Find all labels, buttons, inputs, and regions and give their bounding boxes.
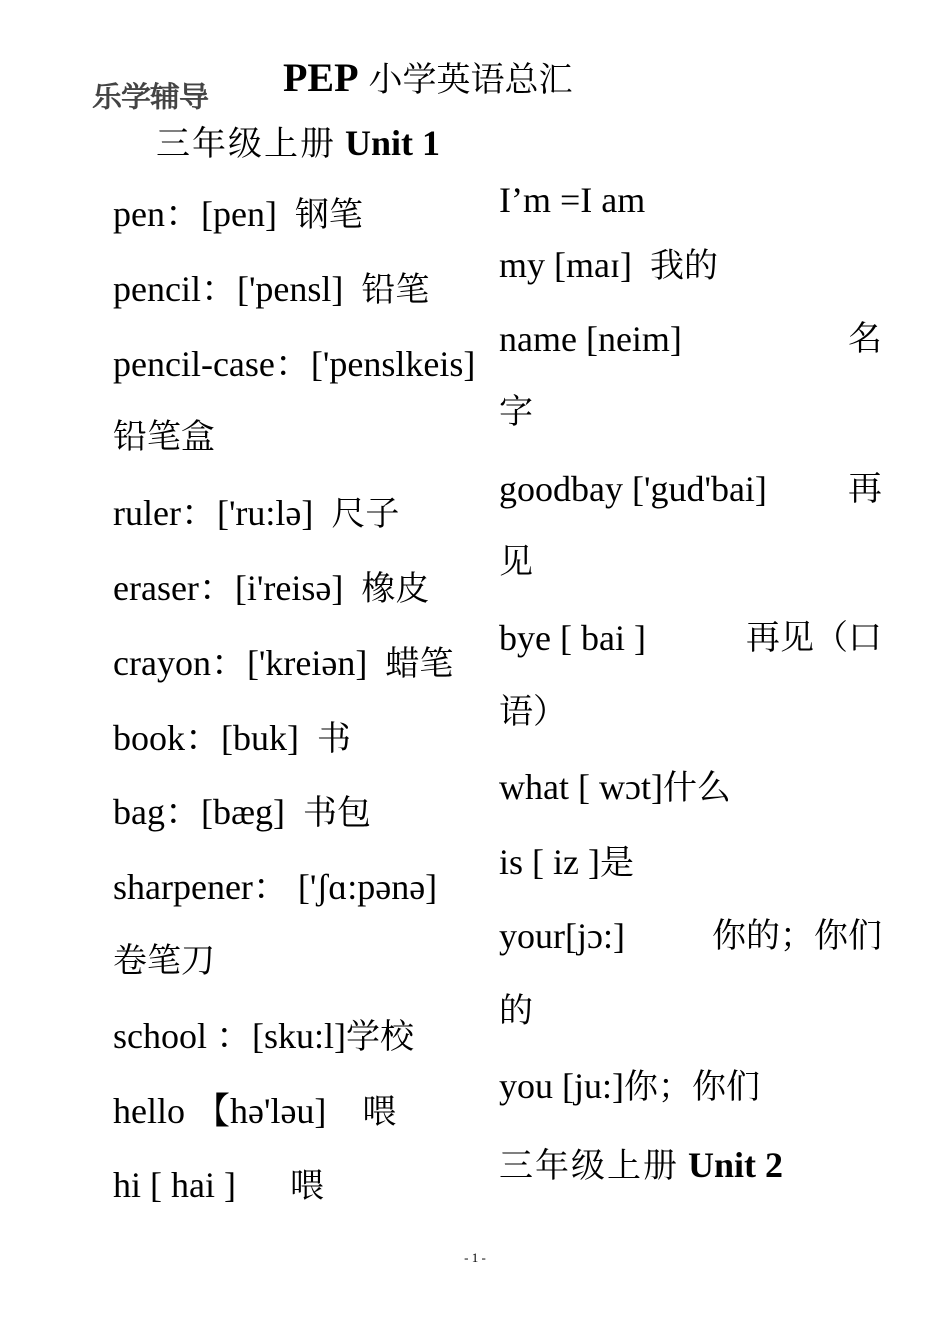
- vocab-line: [499, 389, 533, 434]
- vocab-word: crayon：['kreiən]: [113, 643, 368, 683]
- vocab-word: pen：[pen]: [113, 194, 277, 234]
- page-number: - 1 -: [464, 1250, 486, 1265]
- unit2-heading-zh: 三年级上册: [499, 1146, 679, 1186]
- unit2-heading-en: Unit 2: [688, 1145, 784, 1185]
- vocab-word: pencil：['pensl]: [113, 269, 344, 309]
- vocab-word: sharpener： ['ʃɑ:pənə]: [113, 867, 438, 907]
- vocab-meaning: 的: [499, 991, 533, 1031]
- vocab-meaning: 学校: [345, 1017, 414, 1057]
- unit1-heading-en: Unit 1: [345, 123, 441, 163]
- vocab-line: [113, 865, 437, 910]
- unit2-heading: [499, 1138, 783, 1187]
- vocab-word: I’m =I am: [499, 180, 646, 220]
- vocab-line: [113, 641, 453, 686]
- vocab-word: name [neim]: [499, 319, 682, 359]
- vocab-meaning: 见: [499, 542, 533, 582]
- unit1-heading-zh: 三年级上册: [156, 124, 336, 164]
- watermark-logo: 乐学辅导: [92, 80, 208, 114]
- vocab-line: [113, 1089, 396, 1134]
- vocab-word: you [ju:]: [499, 1066, 624, 1106]
- vocab-word: eraser：[i'reisə]: [113, 568, 344, 608]
- vocab-meaning: 卷笔刀: [113, 941, 215, 981]
- vocab-meaning: 书: [316, 719, 351, 759]
- vocab-word: hi [ hai ]: [113, 1165, 236, 1205]
- vocab-meaning: 字: [499, 392, 533, 432]
- unit1-heading: [156, 116, 440, 165]
- vocab-word: what [ wɔt]: [499, 767, 663, 807]
- vocab-line: [499, 914, 882, 958]
- vocab-line: [499, 243, 718, 288]
- vocab-meaning: 钢笔: [294, 195, 363, 235]
- vocab-word: pencil-case：['penslkeis]: [113, 344, 476, 384]
- vocab-meaning: 语）: [499, 692, 567, 732]
- vocab-line: [113, 938, 215, 983]
- vocab-word: my [maɪ]: [499, 245, 632, 285]
- vocab-line: [499, 467, 882, 511]
- vocab-word: ruler：['ru:lə]: [113, 493, 314, 533]
- vocab-meaning: 喂: [289, 1166, 324, 1206]
- vocab-line: [113, 342, 475, 387]
- vocab-line: [499, 178, 645, 223]
- vocab-word: is [ iz ]: [499, 842, 600, 882]
- vocab-meaning: 书包: [302, 793, 371, 833]
- page-title-zh: 小学英语总汇: [368, 60, 573, 100]
- vocab-word: bye [ bai ]: [499, 618, 646, 658]
- vocab-line: [499, 1064, 760, 1109]
- vocab-meaning: 你；你们: [623, 1067, 760, 1107]
- page-title: [283, 52, 573, 101]
- vocab-word: bag：[bæg]: [113, 792, 285, 832]
- vocab-meaning: 蜡笔: [385, 644, 454, 684]
- vocab-word: school ：[sku:l]: [113, 1016, 346, 1056]
- vocab-line: [113, 566, 429, 611]
- vocab-meaning: 铅笔盒: [113, 417, 215, 457]
- vocab-line: [113, 267, 429, 312]
- vocab-meaning: 什么: [662, 768, 731, 808]
- vocab-word: goodbay ['gud'bai]: [499, 469, 767, 509]
- vocab-meaning: 我的: [649, 246, 718, 286]
- vocab-word: book：[buk]: [113, 718, 299, 758]
- vocab-line: [113, 414, 215, 459]
- vocab-line: [499, 539, 533, 584]
- vocab-word: your[jɔ:]: [499, 916, 625, 956]
- vocab-meaning: 铅笔: [361, 270, 430, 310]
- vocab-line: [113, 790, 371, 835]
- vocab-line: [499, 765, 731, 810]
- vocab-line: [499, 988, 533, 1033]
- vocab-word: hello 【hə'ləu]: [113, 1091, 327, 1131]
- vocab-line: [113, 192, 363, 237]
- vocab-meaning: 喂: [362, 1092, 397, 1132]
- vocab-meaning: 再见（口: [746, 618, 882, 658]
- vocab-meaning: 名: [848, 319, 882, 359]
- vocab-meaning: 橡皮: [361, 569, 430, 609]
- vocab-line: [499, 840, 634, 885]
- vocab-meaning: 是: [599, 843, 634, 883]
- vocab-line: [499, 689, 567, 734]
- vocab-line: [113, 491, 399, 536]
- vocab-line: [113, 1014, 414, 1059]
- vocab-line: [113, 1163, 324, 1208]
- vocab-meaning: 你的；你们: [712, 916, 882, 956]
- vocab-line: [499, 317, 882, 361]
- vocab-meaning: 再: [848, 469, 882, 509]
- vocab-meaning: 尺子: [331, 494, 400, 534]
- vocab-line: [499, 616, 882, 660]
- page-title-en: PEP: [283, 55, 359, 100]
- vocab-line: [113, 716, 351, 761]
